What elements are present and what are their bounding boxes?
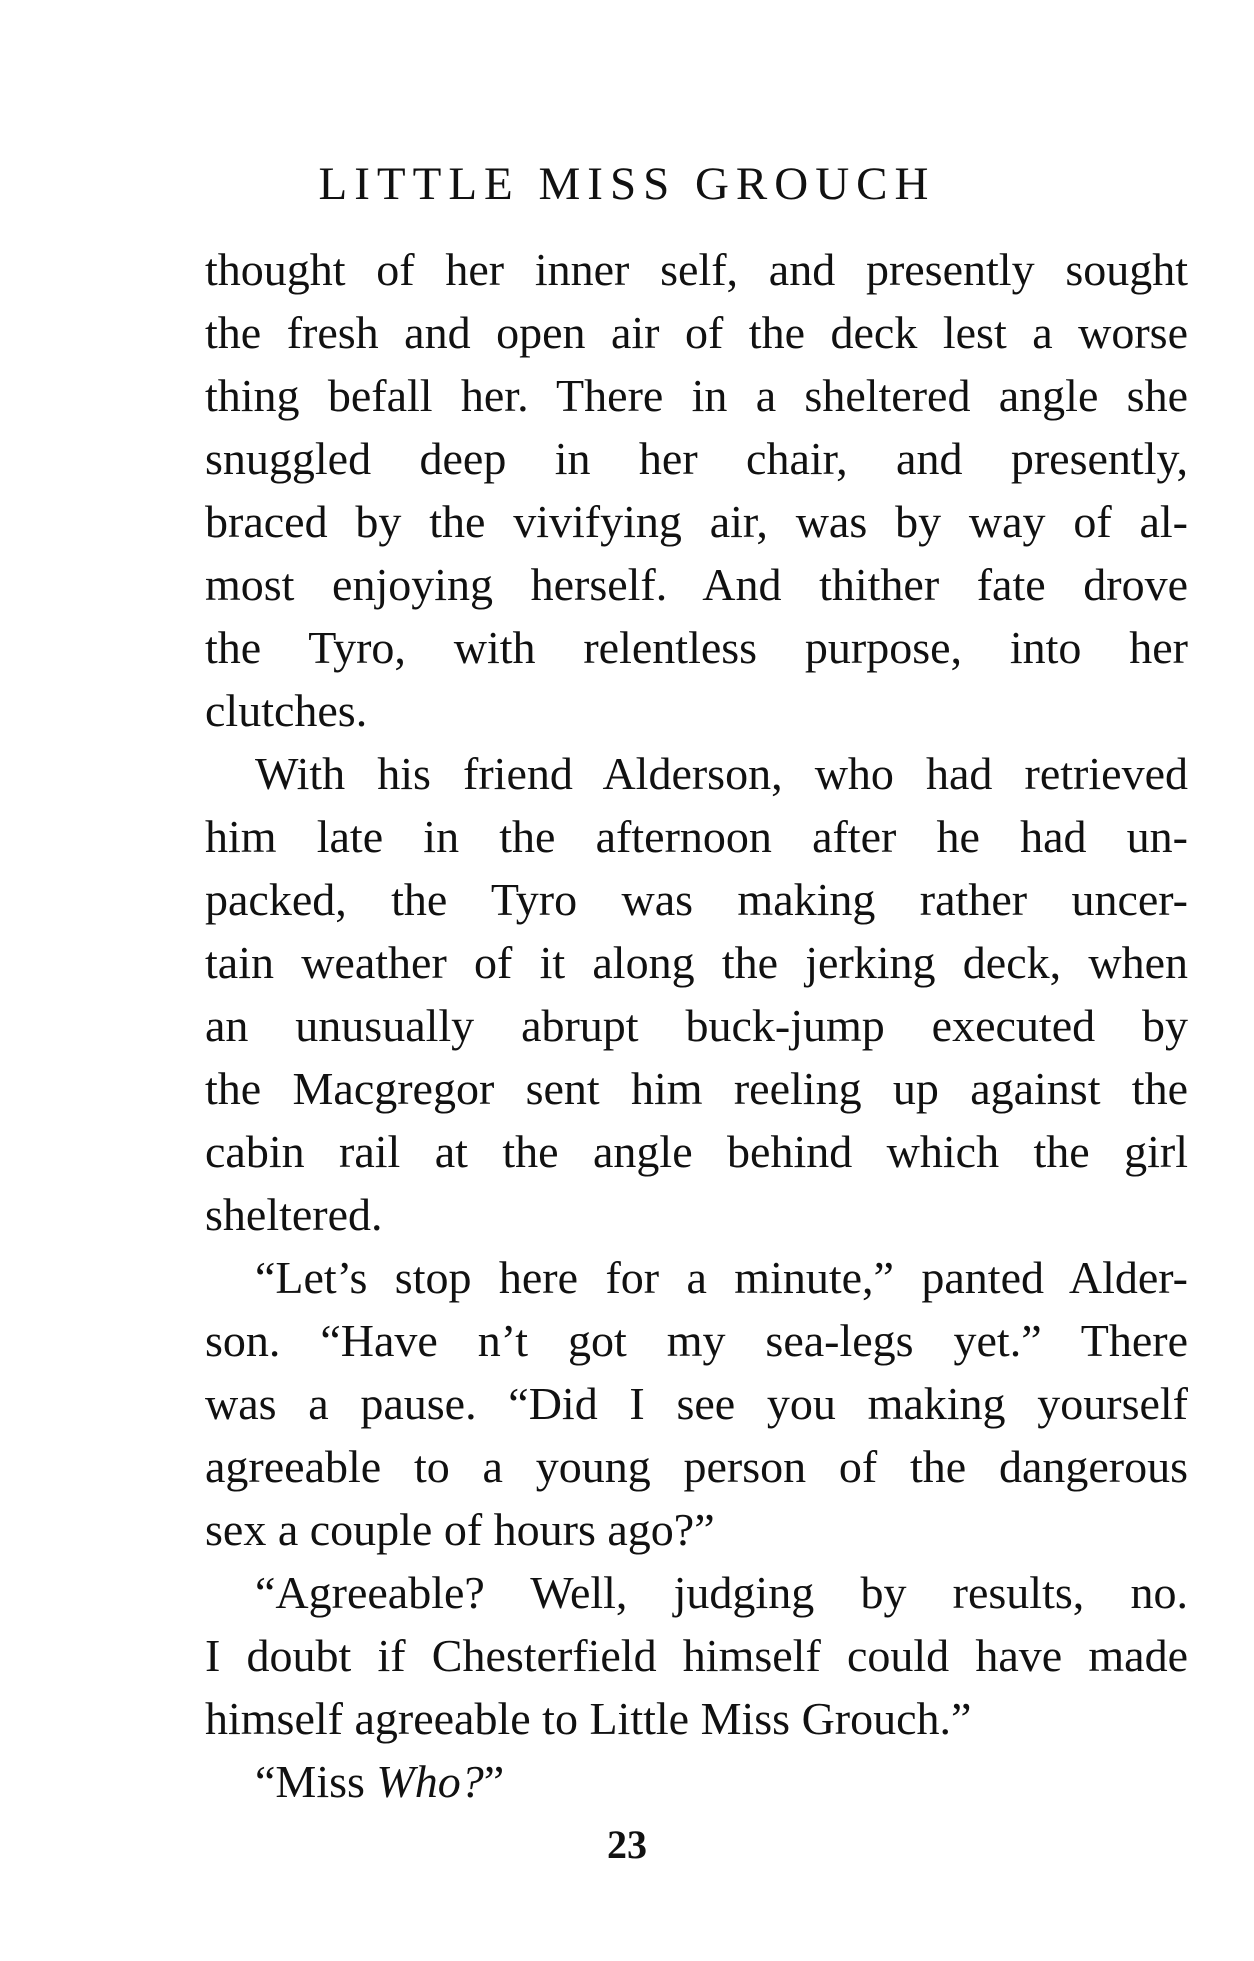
text-line: tain weather of it along the jerking deck, when — [205, 937, 1188, 988]
text-line: clutches. — [205, 685, 368, 736]
text-line: “Let’s stop here for a minute,” panted Alder- — [255, 1252, 1188, 1303]
paragraph-1 — [205, 238, 1188, 742]
text-line: thought of her inner self, and presently sought — [205, 244, 1188, 295]
text-line: With his friend Alderson, who had retrieved — [255, 748, 1188, 799]
text-line: thing befall her. There in a sheltered angle she — [205, 370, 1188, 421]
paragraph-4 — [205, 1561, 1188, 1750]
text-line — [205, 1750, 1188, 1813]
text-line: him late in the afternoon after he had un- — [205, 811, 1188, 862]
dialogue-suffix: ” — [483, 1756, 505, 1807]
text-line: the Macgregor sent him reeling up against the — [205, 1063, 1188, 1114]
text-line: packed, the Tyro was making rather uncer- — [205, 874, 1188, 925]
text-line: agreeable to a young person of the dangerous — [205, 1441, 1188, 1492]
text-line: the fresh and open air of the deck lest a worse — [205, 307, 1188, 358]
body-text — [205, 238, 1188, 1813]
text-line: sheltered. — [205, 1189, 383, 1240]
paragraph-2 — [205, 742, 1188, 1246]
text-line: snuggled deep in her chair, and presently, — [205, 433, 1188, 484]
text-line: I doubt if Chesterfield himself could have made — [205, 1630, 1188, 1681]
paragraph-3 — [205, 1246, 1188, 1561]
text-line: braced by the vivifying air, was by way of al- — [205, 496, 1188, 547]
text-line: himself agreeable to Little Miss Grouch.” — [205, 1693, 972, 1744]
text-line: “Agreeable? Well, judging by results, no. — [255, 1567, 1188, 1618]
text-line: most enjoying herself. And thither fate drove — [205, 559, 1188, 610]
paragraph-5 — [205, 1750, 1188, 1813]
text-line: an unusually abrupt buck-jump executed by — [205, 1000, 1188, 1051]
text-line: sex a couple of hours ago?” — [205, 1504, 715, 1555]
dialogue-emphasis: Who? — [376, 1756, 484, 1807]
running-head: LITTLE MISS GROUCH — [318, 158, 936, 210]
text-line: son. “Have n’t got my sea-legs yet.” There — [205, 1315, 1188, 1366]
page-number: 23 — [607, 1822, 647, 1867]
text-line: cabin rail at the angle behind which the girl — [205, 1126, 1188, 1177]
dialogue-prefix: “Miss — [255, 1756, 377, 1807]
text-line: the Tyro, with relentless purpose, into her — [205, 622, 1188, 673]
text-line: was a pause. “Did I see you making yourself — [205, 1378, 1188, 1429]
